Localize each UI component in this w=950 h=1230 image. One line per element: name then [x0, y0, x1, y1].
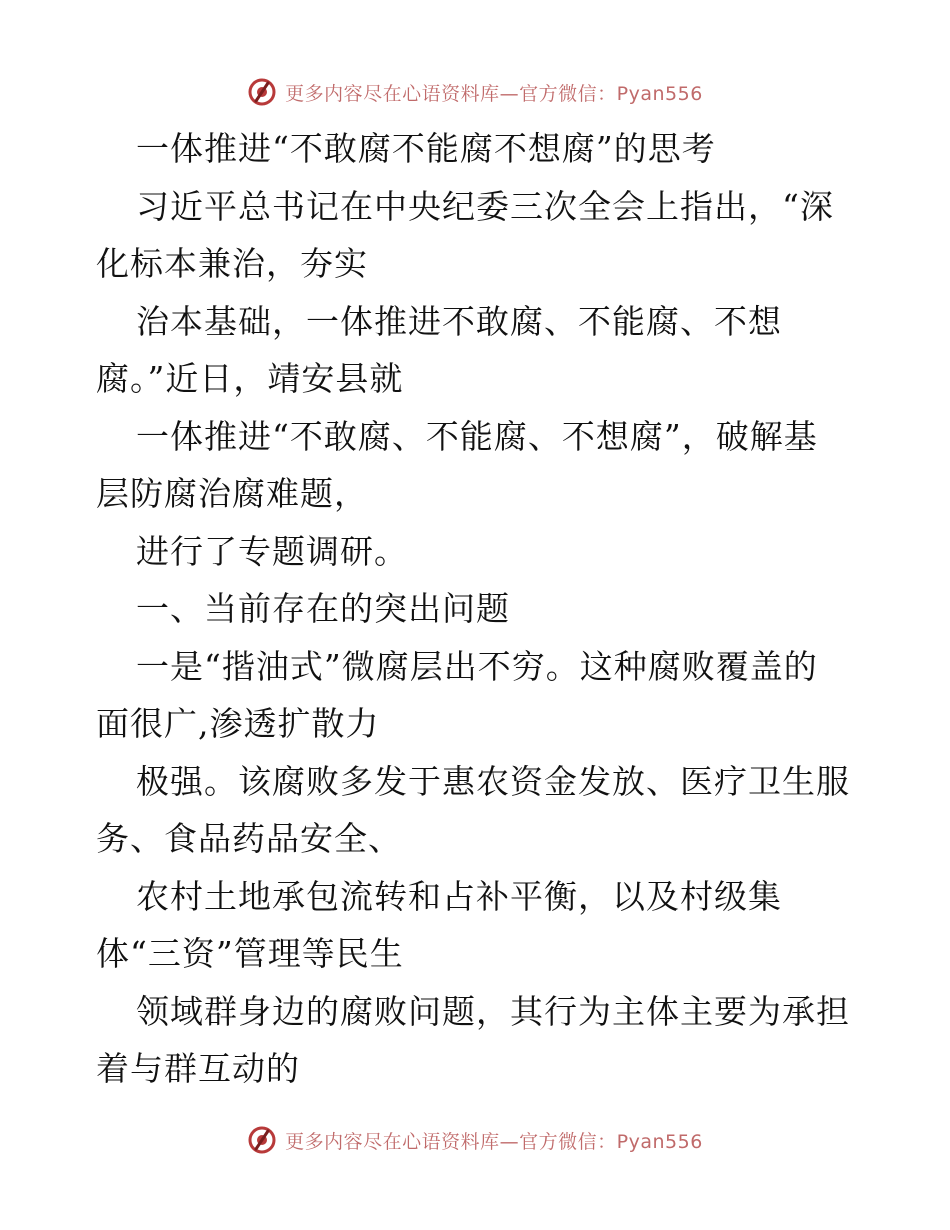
text-line: 一体推进“不敢腐不能腐不想腐”的思考 — [136, 129, 716, 168]
watermark-header — [0, 72, 950, 112]
text-line: 一、当前存在的突出问题 — [136, 589, 510, 628]
text-line: 体“三资”管理等民生 — [96, 934, 404, 973]
watermark-text: 更多内容尽在心语资料库—官方微信：Pyan556 — [285, 1130, 703, 1153]
text-line: 治本基础，一体推进不敢腐、不能腐、不想 — [136, 301, 782, 341]
text-line: 进行了专题调研。 — [136, 531, 408, 571]
watermark-logo-icon — [247, 77, 277, 107]
text-line: 面很广,渗透扩散力 — [96, 704, 380, 743]
document-body — [96, 120, 856, 1098]
text-line: 领域群身边的腐败问题，其行为主体主要为承担 — [136, 991, 850, 1031]
text-line: 着与群互动的 — [96, 1049, 300, 1088]
text-line: 化标本兼治，夯实 — [96, 244, 368, 283]
text-line: 腐。”近日，靖安县就 — [96, 359, 404, 398]
text-line: 一是“揩油式”微腐层出不穷。这种腐败覆盖的 — [136, 646, 818, 686]
text-line: 务、食品药品安全、 — [96, 819, 402, 858]
text-line: 一体推进“不敢腐、不能腐、不想腐”，破解基 — [136, 416, 818, 456]
watermark-text: 更多内容尽在心语资料库—官方微信：Pyan556 — [285, 82, 703, 105]
text-line: 农村土地承包流转和占补平衡，以及村级集 — [136, 876, 782, 916]
text-line: 层防腐治腐难题， — [96, 474, 368, 513]
watermark-footer — [0, 1120, 950, 1160]
text-line: 习近平总书记在中央纪委三次全会上指出，“深 — [136, 186, 834, 226]
watermark-logo-icon — [247, 1125, 277, 1155]
text-line: 极强。该腐败多发于惠农资金发放、医疗卫生服 — [136, 761, 850, 801]
